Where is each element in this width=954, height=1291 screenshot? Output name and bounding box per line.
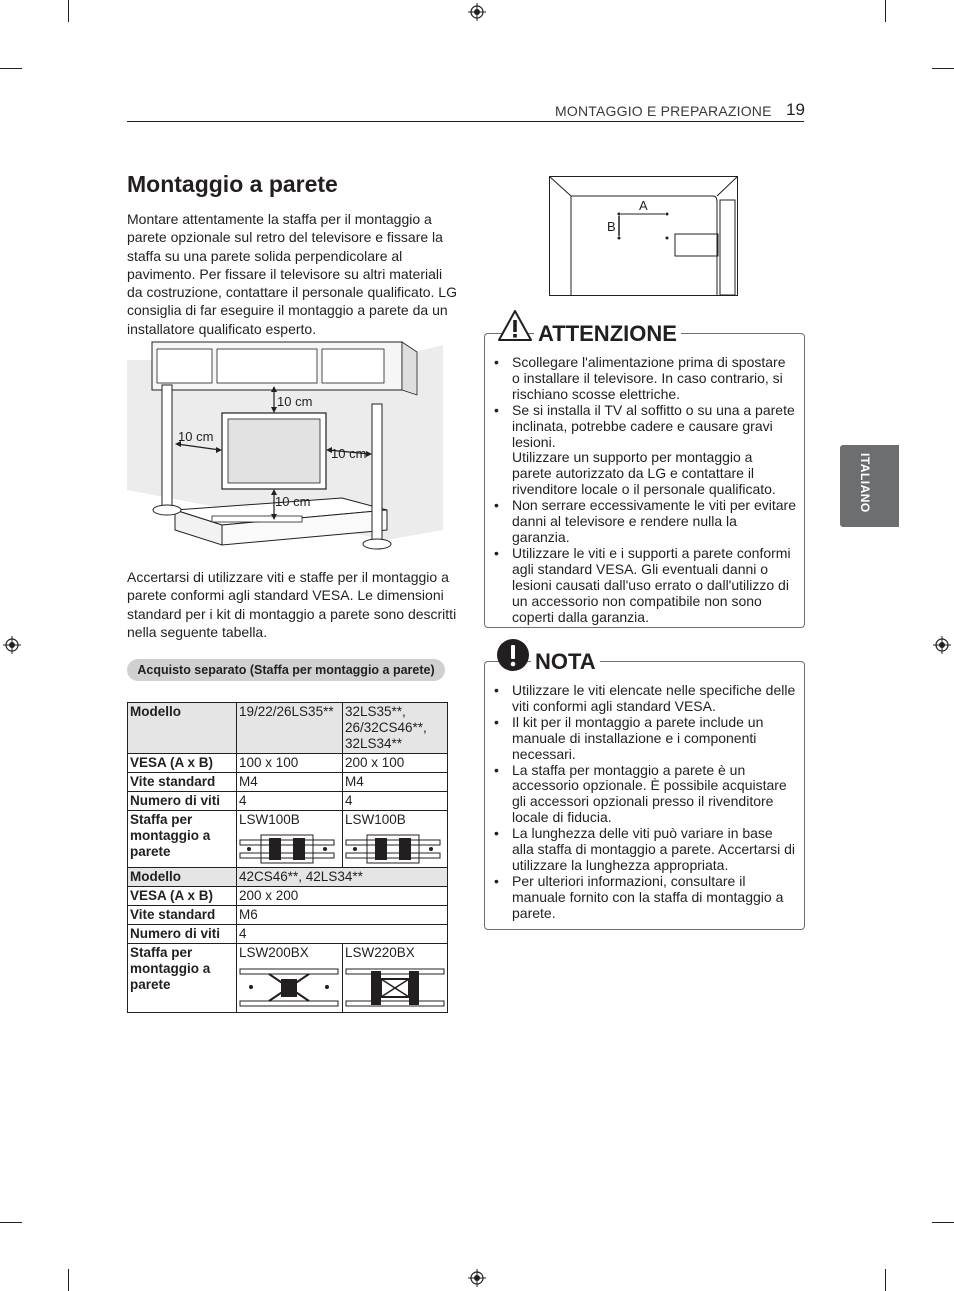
table-row [128, 703, 448, 754]
bracket-lsw200bx-icon [239, 965, 339, 1011]
vesa-spec-table [127, 702, 448, 1013]
table-row [128, 792, 448, 811]
clearance-bottom-label: 10 cm [275, 494, 311, 509]
list-item: • Non serrare eccessivamente le viti per evitare danni al televisore e rendere nulla la garanzia. [486, 498, 796, 546]
table-row [128, 925, 448, 944]
bracket-cell [343, 944, 448, 1013]
screw-value: M4 [343, 773, 448, 792]
section-title: MONTAGGIO E PREPARAZIONE [555, 103, 772, 119]
list-item [486, 450, 796, 498]
list-item: • Per ulteriori informazioni, consultare il manuale fornito con la staffa di montaggio a parete. [486, 874, 796, 922]
clearance-top-label: 10 cm [277, 394, 313, 409]
vesa-value: 100 x 100 [237, 754, 343, 773]
bracket-cell [237, 811, 343, 868]
crop-mark [885, 1269, 886, 1291]
bracket-lsw100b-icon [239, 832, 335, 866]
list-item-continuation: Utilizzare un supporto per montaggio a parete autorizzato da LG e contattare il rivenditore locale o il personale qualificato. [512, 449, 776, 498]
registration-mark-icon [933, 636, 951, 654]
bracket-label: Staffa per montaggio a parete [128, 811, 237, 868]
registration-mark-icon [3, 636, 21, 654]
screw-count-label: Numero di viti [128, 792, 237, 811]
list-item: • Utilizzare le viti e i supporti a parete conformi agli standard VESA. Gli eventuali danni o lesioni causati dall'uso errato o dall'utilizzo di un accessorio non compatibile non sono coperti dalla garanzia. [486, 546, 796, 626]
screw-value: M6 [237, 906, 448, 925]
screw-label: Vite standard [128, 773, 237, 792]
vesa-label: VESA (A x B) [128, 754, 237, 773]
header-rule [127, 121, 804, 122]
vesa-value: 200 x 100 [343, 754, 448, 773]
table-row [128, 754, 448, 773]
table-row [128, 887, 448, 906]
note-exclamation-icon [496, 638, 530, 672]
bracket-cell [237, 944, 343, 1013]
model-value: 19/22/26LS35** [237, 703, 343, 754]
clearance-right-label: 10 cm [331, 446, 367, 461]
crop-mark [932, 68, 954, 69]
vesa-value: 200 x 200 [237, 887, 448, 906]
model-label: Modello [128, 703, 237, 754]
crop-mark [68, 1269, 69, 1291]
table-row [128, 773, 448, 792]
crop-mark [932, 1222, 954, 1223]
bracket-label: Staffa per montaggio a parete [128, 944, 237, 1013]
dimension-b-label: B [607, 219, 616, 234]
screw-count-value: 4 [237, 925, 448, 944]
caution-list [486, 355, 796, 625]
list-item: • Il kit per il montaggio a parete include un manuale di installazione e i componenti necessari. [486, 715, 796, 763]
registration-mark-icon [468, 3, 486, 21]
crop-mark [885, 0, 886, 22]
screw-label: Vite standard [128, 906, 237, 925]
dimension-a-label: A [639, 198, 648, 213]
list-item: • Utilizzare le viti elencate nelle specifiche delle viti conformi agli standard VESA. [486, 683, 796, 715]
list-item: • Scollegare l'alimentazione prima di spostare o installare il televisore. In caso contrario, si rischiano scosse elettriche. [486, 355, 796, 403]
vesa-dimension-diagram [549, 176, 739, 297]
model-value: 32LS35**, 26/32CS46**, 32LS34** [343, 703, 448, 754]
crop-mark [0, 68, 22, 69]
wall-mount-clearance-illustration [127, 340, 443, 552]
clearance-left-label: 10 cm [178, 429, 214, 444]
language-tab-label: ITALIANO [858, 453, 872, 513]
language-tab [840, 445, 899, 527]
table-row [128, 944, 448, 1013]
intro-paragraph: Montare attentamente la staffa per il montaggio a parete opzionale sul retro del televisore e fissare la staffa su una parete solida perpendicolare al pavimento. Per fissare il televisore su altri materiali da costruzione, contattare il personale qualificato. LG consiglia di far eseguire il montaggio a parete da un installatore qualificato esperto. [127, 211, 457, 337]
note-title: NOTA [531, 649, 600, 675]
bracket-model: LSW200BX [239, 945, 309, 960]
bracket-model: LSW100B [239, 812, 300, 827]
registration-mark-icon [468, 1269, 486, 1287]
bracket-lsw100b-icon [345, 832, 441, 866]
screw-value: M4 [237, 773, 343, 792]
vesa-paragraph: Accertarsi di utilizzare viti e staffe per il montaggio a parete conformi agli standard VESA. Le dimensioni standard per i kit di montaggio a parete sono descritti nella seguente tabella. [127, 569, 457, 640]
caution-title: ATTENZIONE [534, 321, 681, 347]
table-row [128, 906, 448, 925]
bracket-model: LSW100B [345, 812, 406, 827]
screw-count-value: 4 [343, 792, 448, 811]
bracket-cell [343, 811, 448, 868]
warning-triangle-icon [497, 309, 533, 342]
vesa-label: VESA (A x B) [128, 887, 237, 906]
list-item: • Se si installa il TV al soffitto o su una a parete inclinata, potrebbe cadere e causare gravi lesioni. [486, 403, 796, 451]
table-caption: Acquisto separato (Staffa per montaggio a parete) [127, 659, 445, 681]
list-item: • La lunghezza delle viti può variare in base alla staffa di montaggio a parete. Accertarsi di utilizzare la lunghezza appropriata. [486, 826, 796, 874]
page-title: Montaggio a parete [127, 171, 338, 197]
crop-mark [0, 1222, 22, 1223]
screw-count-label: Numero di viti [128, 925, 237, 944]
page-number: 19 [786, 100, 805, 119]
crop-mark [68, 0, 69, 22]
table-row [128, 868, 448, 887]
note-list [486, 683, 796, 922]
table-row [128, 811, 448, 868]
screw-count-value: 4 [237, 792, 343, 811]
model-label: Modello [128, 868, 237, 887]
list-item: • La staffa per montaggio a parete è un accessorio opzionale. È possibile acquistare gli accessori opzionali presso il rivenditore locale di fiducia. [486, 763, 796, 827]
bracket-model: LSW220BX [345, 945, 415, 960]
model-value: 42CS46**, 42LS34** [237, 868, 448, 887]
bracket-lsw220bx-icon [345, 965, 445, 1011]
